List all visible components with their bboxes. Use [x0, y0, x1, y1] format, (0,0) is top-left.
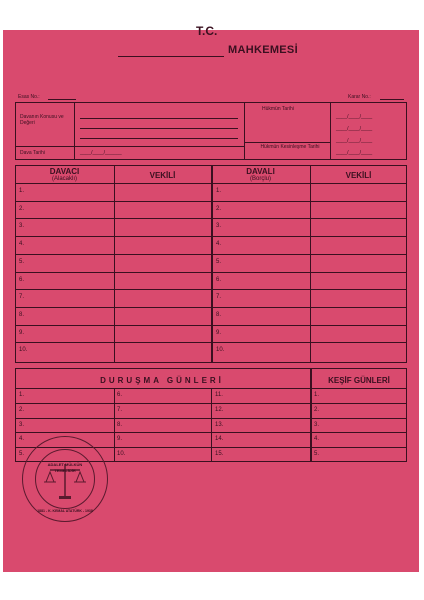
davali-row-number: 4. [216, 241, 222, 248]
hearing-col1-number: 2. [19, 406, 25, 413]
hearing-col3-number: 11. [215, 392, 223, 398]
hearing-col4-number: 2. [314, 406, 320, 413]
seal-bottom-text: 1881 - K. KEMAL ATATÜRK - 1938 [37, 509, 93, 513]
hearing-row-divider [15, 432, 407, 433]
hearing-row-divider [15, 403, 407, 404]
kesinlesme-label: Hükmün Kesinleşme Tarihi [260, 144, 320, 150]
hearing-col4-number: 4. [314, 436, 320, 443]
hearing-col2-number: 8. [117, 421, 123, 428]
hearing-col1-number: 3. [19, 421, 25, 428]
durusma-title: DURUŞMA GÜNLERİ [100, 376, 224, 385]
davaci-row-number: 2. [19, 205, 25, 212]
hearing-col3-number: 15. [215, 451, 224, 458]
table-row-divider [15, 236, 407, 237]
dava-tarihi-blank: ____/____/______ [80, 150, 122, 156]
davali-row-number: 6. [216, 276, 222, 283]
davaci-row-number: 9. [19, 329, 25, 336]
davali-header: DAVALI (Borçlu) [246, 167, 275, 182]
davaci-row-number: 4. [19, 241, 25, 248]
hearing-col1-number: 5. [19, 451, 25, 458]
table-row-divider [15, 218, 407, 219]
hearing-col4-number: 3. [314, 421, 320, 428]
vekili-header-2: VEKİLİ [345, 171, 372, 180]
hearing-col2-number: 9. [117, 436, 123, 443]
table-row-divider [15, 307, 407, 308]
davali-row-number: 3. [216, 223, 222, 230]
hearing-col4-number: 1. [314, 392, 320, 398]
table-row-divider [15, 254, 407, 255]
hearing-col4-number: 5. [314, 451, 320, 458]
hearing-col3-number: 14. [215, 436, 224, 443]
hearing-row-divider [15, 418, 407, 419]
davaci-row-number: 8. [19, 311, 25, 318]
davali-row-number: 8. [216, 311, 222, 318]
court-heading: MAHKEMESİ [228, 44, 298, 56]
davaci-row-number: 1. [19, 188, 25, 194]
tc-heading: T.C. [196, 24, 218, 38]
date-slot-4: ____/____/____ [336, 150, 373, 156]
hearing-row-divider [15, 388, 407, 389]
davali-row-number: 9. [216, 329, 222, 336]
hearing-col1-number: 1. [19, 392, 25, 398]
table-row-divider [15, 289, 407, 290]
davaci-row-number: 5. [19, 258, 25, 265]
davali-row-number: 1. [216, 188, 222, 194]
esas-label: Esas No.: [18, 94, 40, 100]
hearing-col2-number: 6. [117, 392, 123, 398]
hearing-col2-number: 10. [117, 451, 126, 458]
karar-label: Karar No.: [348, 94, 371, 100]
hearing-col3-number: 13. [215, 421, 224, 428]
date-slot-1: ____/____/____ [336, 114, 373, 120]
hukum-tarihi-label: Hükmün Tarihi [262, 106, 294, 112]
table-row-divider [15, 272, 407, 273]
davali-row-number: 7. [216, 294, 222, 301]
davaci-row-number: 3. [19, 223, 25, 230]
davali-row-number: 10. [216, 347, 225, 354]
hearing-col2-number: 7. [117, 406, 123, 413]
davaci-row-number: 6. [19, 276, 25, 283]
davaci-header: DAVACI (Alacaklı) [49, 167, 80, 182]
date-slot-3: ____/____/____ [336, 138, 373, 144]
dava-tarihi-label: Dava Tarihi [20, 150, 45, 156]
court-name-blank [118, 56, 224, 57]
seal-top-text: ADALET MÜLKÜN TEMELİDİR [47, 462, 83, 473]
hearing-col1-number: 4. [19, 436, 25, 443]
date-slot-2: ____/____/____ [336, 126, 373, 132]
vekili-header-1: VEKİLİ [149, 171, 176, 180]
table-row-divider [15, 342, 407, 343]
table-row-divider [15, 183, 407, 184]
kesif-title: KEŞİF GÜNLERİ [328, 376, 390, 385]
table-row-divider [15, 201, 407, 202]
davali-row-number: 2. [216, 205, 222, 212]
karar-blank [380, 99, 404, 100]
esas-blank [48, 99, 76, 100]
table-row-divider [15, 325, 407, 326]
davaci-row-number: 10. [19, 347, 28, 354]
davali-row-number: 5. [216, 258, 222, 265]
subject-label: Davanın Konusu ve Değeri [20, 114, 64, 126]
hearing-col3-number: 12. [215, 406, 224, 413]
davaci-row-number: 7. [19, 294, 25, 301]
